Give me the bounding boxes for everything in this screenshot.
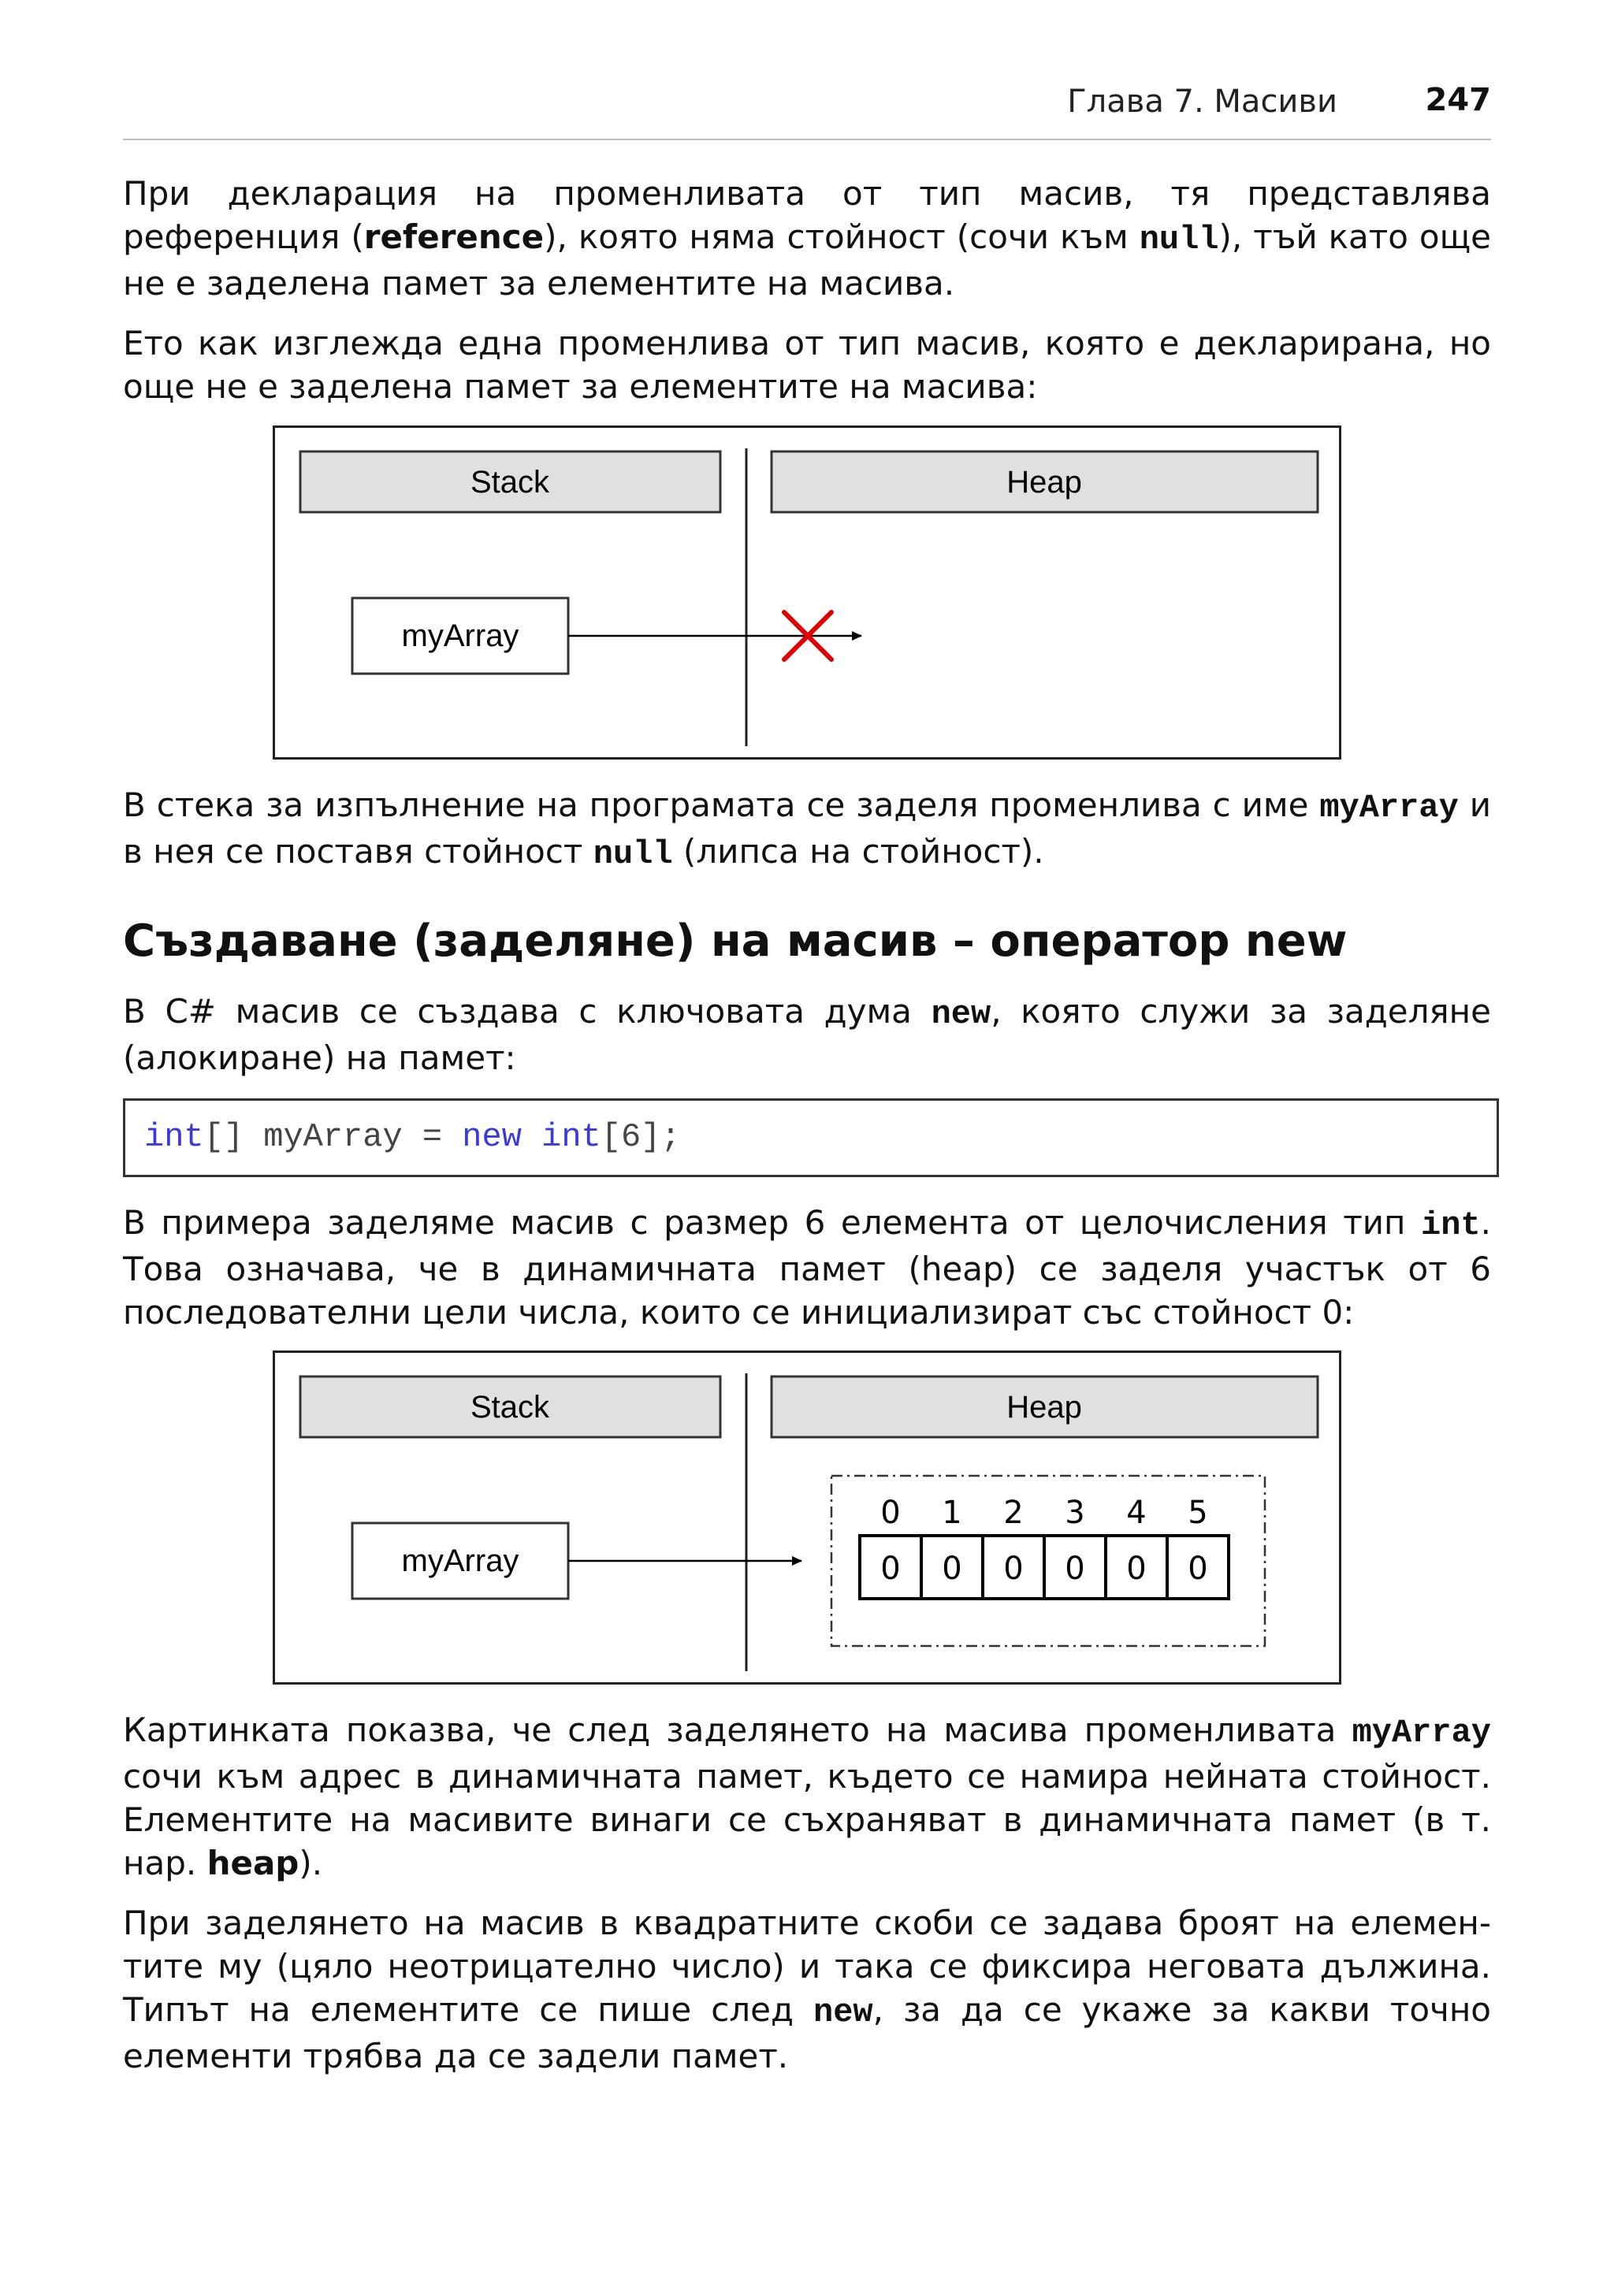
heap-label: Heap: [1006, 465, 1082, 500]
paragraph-array-length: При заделянето на масив в квадратните скоби се задава броят на елемен-тите му (цяло неотрицателно число) и така се фиксира неговата дължина. Типът на елементите се пише след new, за да се укаже за какви точно елементи трябва да се задели памет.: [123, 1904, 1491, 2075]
array-cell-value: 0: [1065, 1551, 1085, 1587]
paragraph-heap-address: Картинката показва, че след заделянето на масива променливата myArray сочи към адрес в динамичната памет, където се намира нейната стойност. Елементите на масивите винаги се съхраняват в динамичната памет (в т. нар. heap).: [123, 1711, 1491, 1882]
stack-label: Stack: [470, 1390, 550, 1425]
code-block: [123, 1098, 1499, 1177]
diagram-allocated-array-svg: [275, 1353, 1339, 1682]
variable-label: myArray: [401, 619, 519, 653]
page-header: [123, 84, 1491, 140]
paragraph-example-explanation: В примера заделяме масив с размер 6 елемента от целочисления тип int. Това означава, че в динамичната памет (heap) се заделя участък от 6 последователни цели числа, които се инициализират със стойност 0:: [123, 1203, 1491, 1332]
code-line: int[] myArray = new int[6];: [144, 1118, 681, 1156]
array-cell-value: 0: [1003, 1551, 1024, 1587]
inline-code: null: [593, 835, 673, 873]
page-number: 247: [1425, 82, 1491, 118]
inline-code: int: [1421, 1206, 1481, 1244]
chapter-title: Глава 7. Масиви: [1067, 84, 1337, 120]
paragraph-declaration: При декларация на променливата от тип масив, тя представлява референция (reference), която няма стойност (сочи към null), тъй като още не е заделена памет за елементите на масива.: [123, 174, 1491, 303]
array-cells: [860, 1495, 1229, 1599]
stack-label: Stack: [470, 465, 550, 500]
array-cell-value: 0: [880, 1551, 901, 1587]
diagram-null-reference: [273, 425, 1341, 760]
inline-code: new: [931, 995, 991, 1033]
array-index-label: 5: [1188, 1495, 1208, 1531]
array-index-label: 0: [880, 1495, 901, 1531]
bold-term: reference: [363, 217, 545, 256]
array-index-label: 2: [1003, 1495, 1024, 1531]
array-cell-value: 0: [942, 1551, 962, 1587]
array-cell-value: 0: [1188, 1551, 1208, 1587]
bold-term: heap: [206, 1844, 299, 1882]
array-index-label: 3: [1065, 1495, 1085, 1531]
heap-label: Heap: [1006, 1390, 1082, 1425]
paragraph-stack-null: В стека за изпълнение на програмата се заделя променлива с име myArray и в нея се поставя стойност null (липса на стойност).: [123, 786, 1491, 873]
inline-code: new: [813, 1993, 873, 2031]
inline-code: myArray: [1352, 1714, 1491, 1752]
variable-label: myArray: [401, 1544, 519, 1578]
array-index-label: 4: [1126, 1495, 1147, 1531]
section-heading: Създаване (заделяне) на масив – оператор new: [123, 916, 1348, 967]
diagram-allocated-array: [273, 1350, 1341, 1685]
paragraph-new-keyword: В C# масив се създава с ключовата дума new, която служи за заделяне (алокиране) на памет:: [123, 992, 1491, 1077]
array-index-label: 1: [942, 1495, 962, 1531]
inline-code: null: [1139, 221, 1219, 258]
array-cell-value: 0: [1126, 1551, 1147, 1587]
paragraph-intro-diagram1: Ето как изглежда една променлива от тип масив, която е декларирана, но още не е заделена памет за елементите на масива:: [123, 324, 1491, 406]
inline-code: myArray: [1319, 789, 1459, 827]
diagram-null-reference-svg: [275, 428, 1339, 757]
